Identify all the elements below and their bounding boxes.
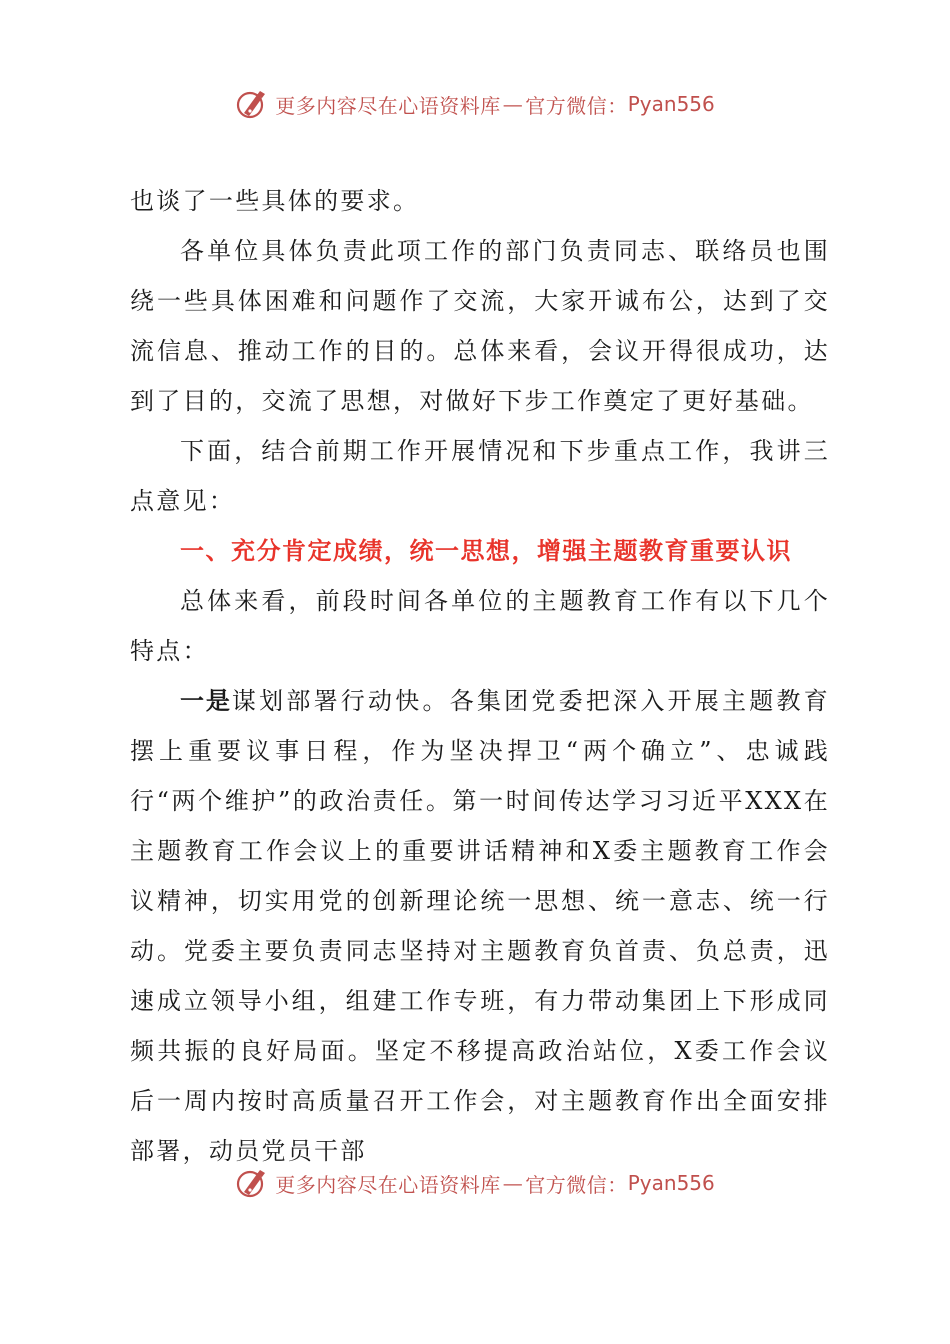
pen-nib-circle-icon	[235, 1166, 269, 1200]
header-watermark	[0, 84, 950, 124]
section-heading-1: 一、充分肯定成绩，统一思想，增强主题教育重要认识	[180, 537, 792, 565]
watermark-wechat-label: 官方微信：	[525, 1172, 628, 1197]
watermark-site-text: 更多内容尽在心语资料库	[275, 93, 501, 118]
paragraph-4: 总体来看，前段时间各单位的主题教育工作有以下几个特点：	[130, 587, 830, 665]
paragraph-5-lead: 一是	[180, 687, 232, 715]
watermark-wechat-id: Pyan556	[627, 92, 715, 116]
watermark-wechat-label: 官方微信：	[525, 93, 628, 118]
watermark-dash: —	[502, 1171, 524, 1195]
pen-nib-circle-icon	[235, 87, 269, 121]
paragraph-5	[130, 676, 830, 1176]
paragraph-2: 各单位具体负责此项工作的部门负责同志、联络员也围绕一些具体困难和问题作了交流，大家开诚布公，达到了交流信息、推动工作的目的。总体来看，会议开得很成功，达到了目的，交流了思想，对做好下步工作奠定了更好基础。	[130, 237, 830, 415]
watermark-dash: —	[502, 92, 524, 116]
watermark-wechat-id: Pyan556	[627, 1171, 715, 1195]
document-body	[130, 176, 830, 1176]
footer-watermark	[0, 1163, 950, 1203]
watermark-site-text: 更多内容尽在心语资料库	[275, 1172, 501, 1197]
paragraph-3: 下面，结合前期工作开展情况和下步重点工作，我讲三点意见：	[130, 437, 830, 515]
paragraph-1: 也谈了一些具体的要求。	[130, 187, 420, 215]
paragraph-5-text: 谋划部署行动快。各集团党委把深入开展主题教育摆上重要议事日程，作为坚决捍卫“两个确立”、忠诚践行“两个维护”的政治责任。第一时间传达学习习近平XXX在主题教育工作会议上的重要讲话精神和X委主题教育工作会议精神，切实用党的创新理论统一思想、统一意志、统一行动。党委主要负责同志坚持对主题教育负首责、负总责，迅速成立领导小组，组建工作专班，有力带动集团上下形成同频共振的良好局面。坚定不移提高政治站位，X委工作会议后一周内按时高质量召开工作会，对主题教育作出全面安排部署，动员党员干部	[130, 687, 831, 1165]
